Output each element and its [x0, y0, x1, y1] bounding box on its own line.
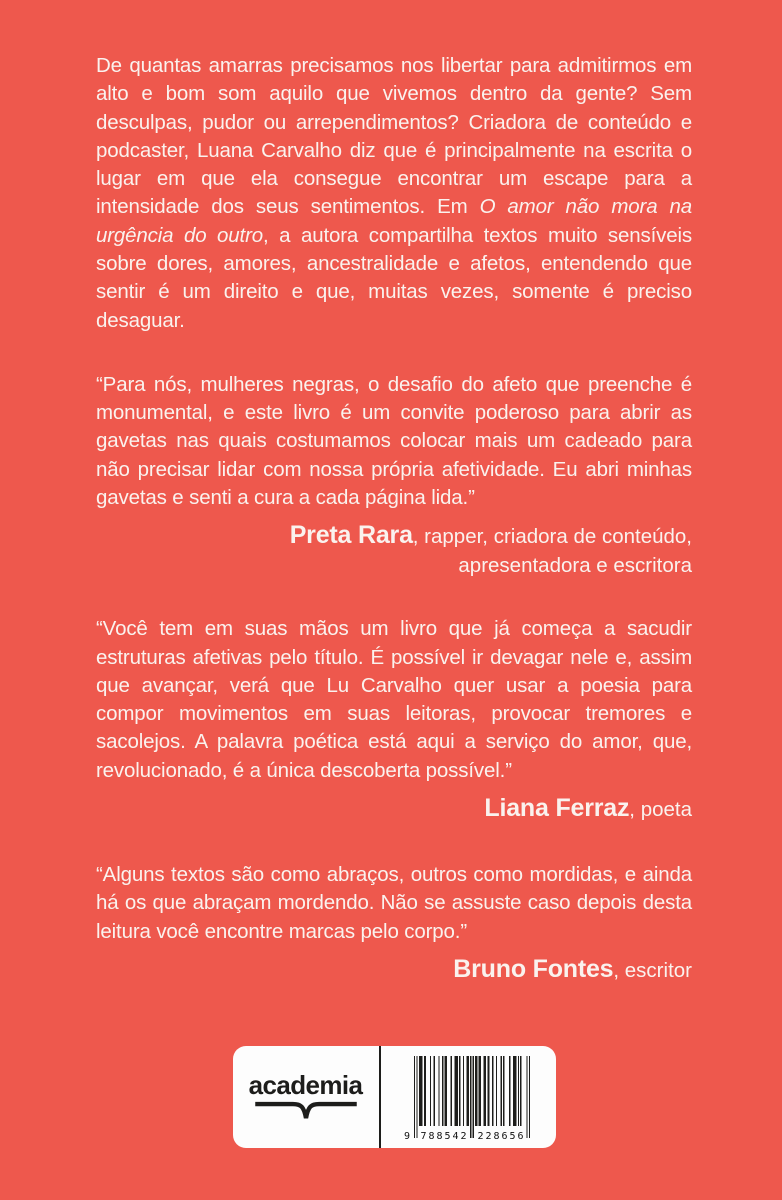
blurb-quote: “Você tem em suas mãos um livro que já começa a sacudir estruturas afetivas pelo título. É possível ir devagar nele e, assim que avançar, verá que Lu Carvalho quer usar a poesia para compor movimentos em suas leitoras, provocar tremores e sacolejos. A palavra poética está aqui a serviço do amor, que, revolucionado, é a única descoberta possível.” [96, 617, 692, 782]
author-name: Preta Rara [289, 521, 413, 550]
author-name: Liana Ferraz [484, 793, 630, 822]
publisher-logo-text: academia [248, 1070, 363, 1100]
barcode [381, 1046, 556, 1148]
blurb-attribution [222, 519, 692, 579]
isbn-group1: 788542 [420, 1130, 469, 1142]
author-name: Bruno Fontes [453, 954, 614, 983]
author-role: , escritor [613, 958, 692, 982]
blurb-quote: “Alguns textos são como abraços, outros como mordidas, e ainda há os que abraçam mordendo. Não se assuste caso depois desta leitura você encontre marcas pelo corpo.” [96, 862, 692, 943]
isbn-first-digit: 9 [404, 1130, 411, 1142]
author-role: , rapper, criadora de conteúdo, apresentadora e escritora [412, 525, 692, 578]
book-title: O amor não mora na urgência do outro [96, 195, 692, 247]
blurb-liana-ferraz [96, 615, 692, 825]
blurb-preta-rara [96, 371, 692, 579]
blurb-attribution [96, 953, 692, 986]
barcode-area [404, 1056, 532, 1140]
publisher-box [233, 1046, 556, 1148]
intro-text-after: , a autora compartilha textos muito sensíveis sobre dores, amores, ancestralidade e afetos, entendendo que sentir é um direito e que, muitas vezes, somente é preciso desaguar. [96, 223, 692, 332]
isbn-digits [404, 1132, 530, 1142]
open-book-icon [247, 1101, 365, 1122]
barcode-bars [414, 1056, 530, 1138]
author-role: , poeta [629, 797, 692, 821]
blurb-bruno-fontes [96, 861, 692, 986]
publisher-logo [233, 1046, 379, 1148]
intro-paragraph [96, 52, 692, 335]
intro-text-before: De quantas amarras precisamos nos libertar para admitirmos em alto e bom som aquilo que vivemos dentro da gente? Sem desculpas, pudor ou arrependimentos? Criadora de conteúdo e podcaster, Luana Carvalho diz que é principalmente na escrita o lugar em que ela consegue encontrar um escape para a intensidade dos seus sentimentos. Em [96, 54, 692, 219]
blurb-quote: “Para nós, mulheres negras, o desafio do afeto que preenche é monumental, e este livro é um convite poderoso para abrir as gavetas nas quais costumamos colocar mais um cadeado para não precisar lidar com nossa própria afetividade. Eu abri minhas gavetas e senti a cura a cada página lida.” [96, 372, 692, 509]
isbn-group2: 228656 [477, 1130, 526, 1142]
blurb-attribution [96, 792, 692, 825]
